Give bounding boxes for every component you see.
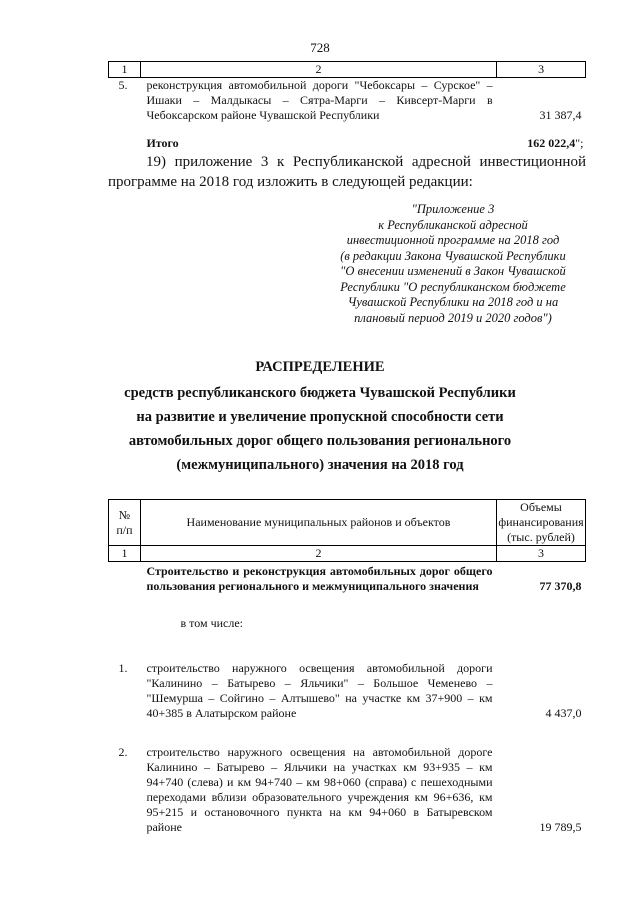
table-row <box>109 721 586 835</box>
title-line: (межмуниципального) значения на 2018 год <box>176 457 464 473</box>
row-number: 1. <box>118 661 128 675</box>
paragraph: 19) приложение 3 к Республиканской адресной инвестиционной программе на 2018 год изложить в следующей редакции: <box>108 154 586 190</box>
appendix-note-line: "О внесении изменений в Закон Чувашской <box>340 264 566 278</box>
top-table-header-row <box>109 62 586 78</box>
main-table-index-row <box>109 546 586 562</box>
total-cell <box>497 123 586 151</box>
total-suffix: "; <box>575 136 584 150</box>
page-number: 728 <box>310 40 330 55</box>
main-table-header-row <box>109 500 586 546</box>
row-name: строительство наружного освещения на автомобильной дороге Калинино – Батырево – Яльчики на участках км 93+935 – км 94+740 (слева) и км 94+740 – км 98+060 (справа) с пешеходными переходами вблизи образовательного учреждения км 96+636, км 95+215 и остановочного пункта на км 94+060 в Батыревском районе <box>146 745 493 834</box>
index-1: 1 <box>109 546 141 562</box>
appendix-note <box>318 202 588 326</box>
header-volume: Объемы финансирования (тыс. рублей) <box>498 500 584 544</box>
section-row <box>109 562 586 595</box>
total-row <box>109 123 586 151</box>
appendix-note-line: "Приложение 3 <box>411 202 495 216</box>
section-value: 77 370,8 <box>539 579 582 593</box>
table-row <box>109 634 586 721</box>
document-title <box>0 355 640 477</box>
total-label: Итого <box>146 136 179 150</box>
top-table <box>108 61 586 151</box>
including-row <box>109 594 586 634</box>
appendix-note-line: Чувашской Республики на 2018 год и на <box>347 295 559 309</box>
top-table-header-1: 1 <box>109 62 141 78</box>
header-num: № п/п <box>109 500 141 546</box>
row-number: 5. <box>118 78 128 92</box>
main-table <box>108 499 586 835</box>
row-value: 31 387,4 <box>539 108 582 122</box>
total-value: 162 022,4 <box>527 136 576 150</box>
appendix-note-line: плановый период 2019 и 2020 годов") <box>354 310 552 325</box>
including-label: в том числе: <box>180 616 244 630</box>
appendix-note-line: инвестиционной программе на 2018 год <box>346 233 560 247</box>
header-name: Наименование муниципальных районов и объектов <box>140 500 496 546</box>
index-3: 3 <box>497 546 586 562</box>
row-value: 4 437,0 <box>545 706 582 720</box>
appendix-note-line: к Республиканской адресной <box>378 217 528 232</box>
index-2: 2 <box>140 546 496 562</box>
title-line: на развитие и увеличение пропускной способности сети <box>136 409 504 425</box>
title-line: автомобильных дорог общего пользования регионального <box>128 433 512 449</box>
appendix-note-line: Республики "О республиканском бюджете <box>340 279 566 294</box>
top-table-header-2: 2 <box>140 62 496 78</box>
row-number: 2. <box>118 745 128 759</box>
section-name: Строительство и реконструкция автомобильных дорог общего пользования регионального и межмуниципального значения <box>146 564 493 593</box>
top-table-header-3: 3 <box>497 62 586 78</box>
title-line: средств республиканского бюджета Чувашской Республики <box>124 385 516 401</box>
row-name: строительство наружного освещения автомобильной дороги "Калинино – Батырево – Яльчики" – Большое Чеменево – "Шемурша – Сойгино – Алтышево" на участке км 37+900 – км 40+385 в Алатырском районе <box>146 661 493 720</box>
row-name: реконструкция автомобильной дороги "Чебоксары – Сурское" – Ишаки – Малдыкасы – Сятра-Марги – Кивсерт-Марги в Чебоксарском районе Чувашской Республики <box>146 78 493 122</box>
appendix-note-line: (в редакции Закона Чувашской Республики <box>340 248 566 263</box>
table-row <box>109 78 586 124</box>
row-value: 19 789,5 <box>539 820 582 834</box>
title-line: РАСПРЕДЕЛЕНИЕ <box>255 359 385 375</box>
